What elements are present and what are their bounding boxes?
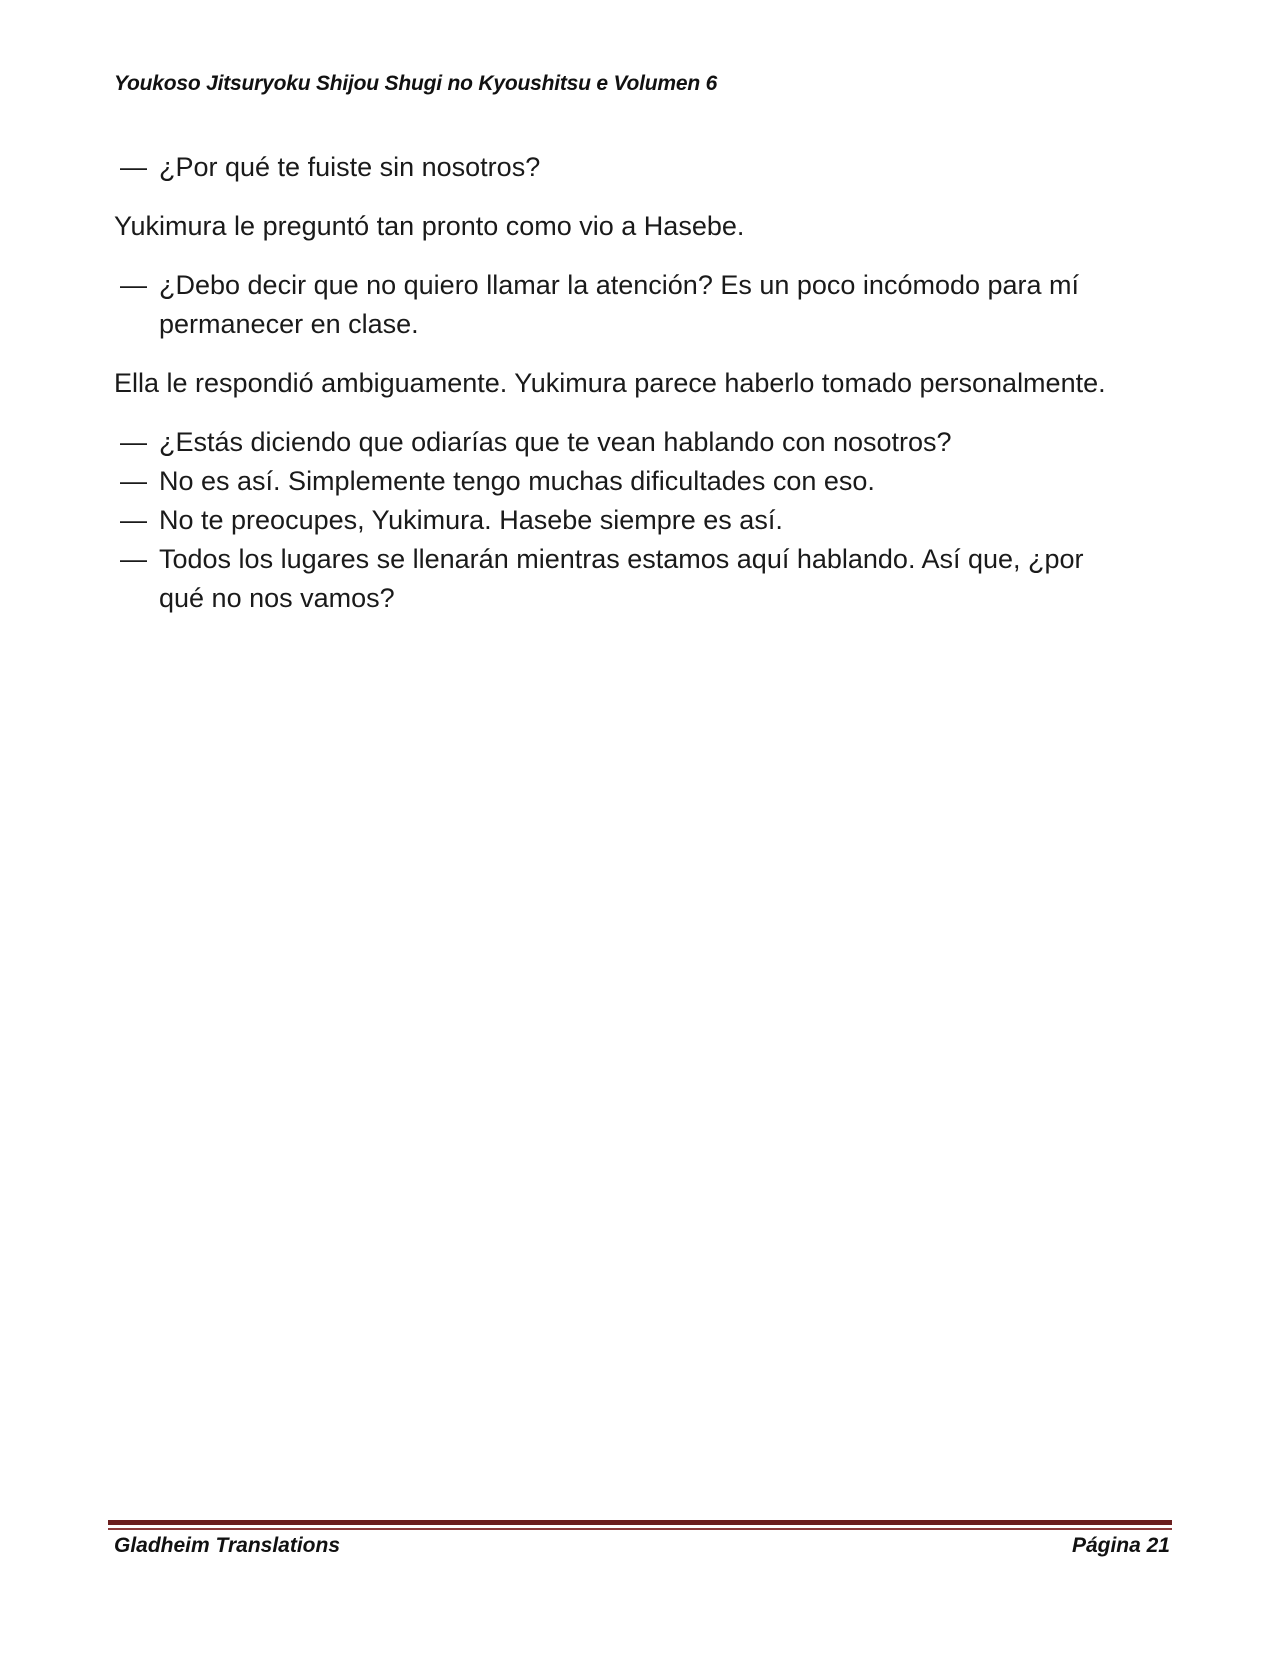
dialogue-text: No es así. Simplemente tengo muchas dificultades con eso. xyxy=(159,466,875,496)
dialogue-dash: — xyxy=(120,270,147,300)
dialogue-line xyxy=(114,462,1166,501)
page-body xyxy=(114,148,1166,618)
page-header-title: Youkoso Jitsuryoku Shijou Shugi no Kyoushitsu e Volumen 6 xyxy=(114,72,718,95)
narration-paragraph: Ella le respondió ambiguamente. Yukimura parece haberlo tomado personalmente. xyxy=(114,368,1106,398)
dialogue-text: Todos los lugares se llenarán mientras estamos aquí hablando. Así que, ¿por xyxy=(159,544,1084,574)
dialogue-line xyxy=(114,423,1166,462)
dialogue-line xyxy=(114,266,1166,344)
dialogue-text: ¿Estás diciendo que odiarías que te vean hablando con nosotros? xyxy=(159,427,952,457)
dialogue-line xyxy=(114,540,1166,618)
dialogue-text: ¿Debo decir que no quiero llamar la atención? Es un poco incómodo para mí xyxy=(159,270,1080,300)
dialogue-line xyxy=(114,501,1166,540)
dialogue-text-continued: permanecer en clase. xyxy=(159,309,419,339)
footer-divider xyxy=(108,1520,1172,1525)
narration-paragraph: Yukimura le preguntó tan pronto como vio a Hasebe. xyxy=(114,211,745,241)
dialogue-text-continued: qué no nos vamos? xyxy=(159,583,395,613)
footer-publisher: Gladheim Translations xyxy=(114,1534,341,1557)
footer-page-number: Página 21 xyxy=(1071,1534,1170,1557)
dialogue-dash: — xyxy=(120,466,147,496)
dialogue-dash: — xyxy=(120,427,147,457)
dialogue-dash: — xyxy=(120,152,147,182)
dialogue-line xyxy=(114,148,1166,187)
dialogue-text: ¿Por qué te fuiste sin nosotros? xyxy=(159,152,541,182)
dialogue-text: No te preocupes, Yukimura. Hasebe siempre es así. xyxy=(159,505,783,535)
footer-divider-thin xyxy=(108,1528,1172,1530)
dialogue-dash: — xyxy=(120,505,147,535)
dialogue-dash: — xyxy=(120,544,147,574)
